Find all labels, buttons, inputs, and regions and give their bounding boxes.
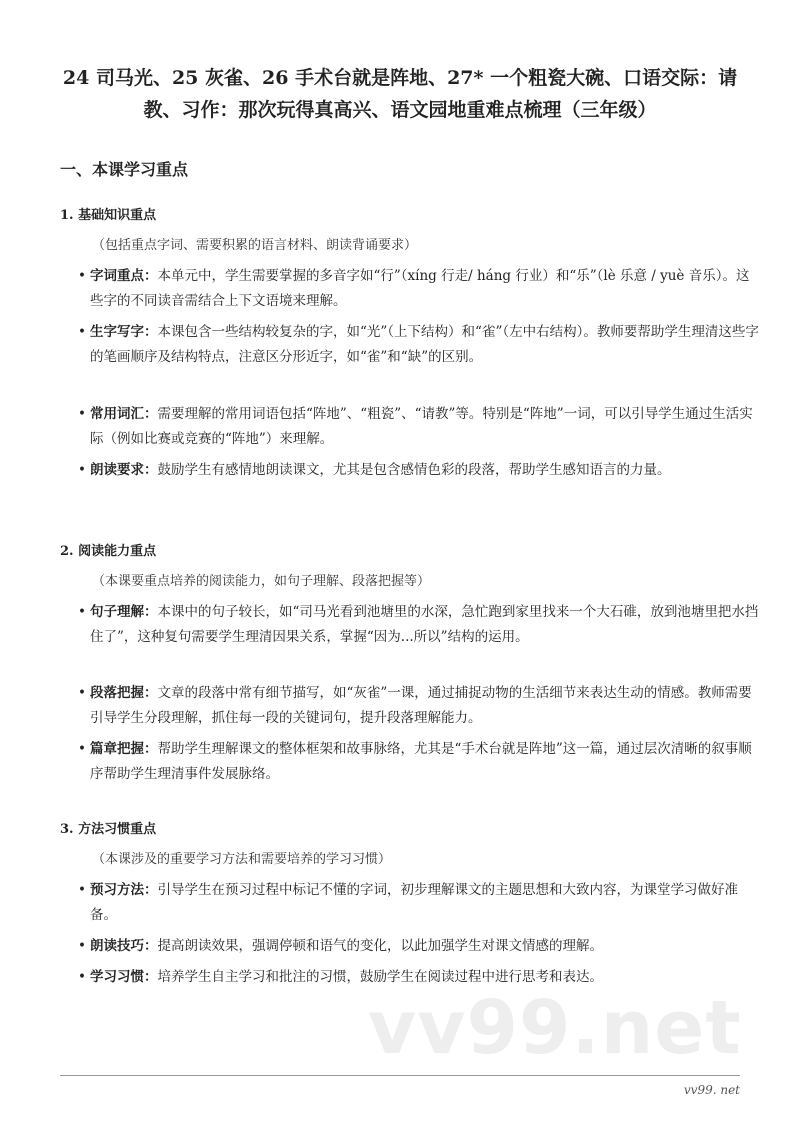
- item-text: 本课包含一些结构较复杂的字，如“光”（上下结构）和“雀”（左中右结构）。教师要帮助学生理清这些字的笔画顺序及结构特点，注意区分形近字，如“雀”和“缺”的区别。: [90, 324, 759, 365]
- item-label: 段落把握：: [90, 685, 158, 701]
- item-label: 预习方法：: [90, 882, 158, 898]
- page-title: 24 司马光、25 灰雀、26 手术台就是阵地、27* 一个粗瓷大碗、口语交际：请教、习作：那次玩得真高兴、语文园地重难点梳理（三年级）: [62, 67, 738, 121]
- item-label: 常用词汇：: [90, 406, 158, 422]
- subsection-note: （本课涉及的重要学习方法和需要培养的学习习惯）: [92, 852, 392, 867]
- list-item: [78, 878, 762, 928]
- list-item: [78, 737, 762, 787]
- item-text: 帮助学生理解课文的整体框架和故事脉络，尤其是“手术台就是阵地”这一篇，通过层次清晰的叙事顺序帮助学生理清事件发展脉络。: [90, 741, 752, 782]
- list-item: [78, 458, 762, 483]
- subsection-heading: 2. 阅读能力重点: [60, 544, 157, 559]
- item-label: 句子理解：: [90, 604, 158, 620]
- subsection-heading: 1. 基础知识重点: [60, 208, 157, 223]
- list-item: [78, 600, 762, 650]
- watermark: vv99.net: [368, 985, 742, 1071]
- item-text: 引导学生在预习过程中标记不懂的字词，初步理解课文的主题思想和大致内容，为课堂学习做好准备。: [90, 882, 738, 923]
- footer-divider: [60, 1075, 740, 1076]
- item-text: 鼓励学生有感情地朗读课文，尤其是包含感情色彩的段落，帮助学生感知语言的力量。: [157, 462, 671, 478]
- item-label: 生字写字：: [90, 324, 158, 340]
- item-text: 需要理解的常用词语包括“阵地”、“粗瓷”、“请教”等。特别是“阵地”一词，可以引导学生通过生活实际（例如比赛或竞赛的“阵地”）来理解。: [90, 406, 753, 447]
- item-text: 本单元中，学生需要掌握的多音字如“行”（xíng 行走/ háng 行业）和“乐”（lè 乐意 / yuè 音乐）。这些字的不同读音需结合上下文语境来理解。: [90, 268, 750, 309]
- item-label: 篇章把握：: [90, 741, 158, 757]
- list-item: [78, 264, 762, 314]
- subsection-note: （本课要重点培养的阅读能力，如句子理解、段落把握等）: [92, 574, 431, 589]
- subsection-note: （包括重点字词、需要积累的语言材料、朗读背诵要求）: [92, 238, 418, 253]
- list-item: [78, 681, 762, 731]
- list-item: [78, 320, 762, 370]
- item-text: 培养学生自主学习和批注的习惯，鼓励学生在阅读过程中进行思考和表达。: [157, 969, 603, 985]
- item-text: 提高朗读效果，强调停顿和语气的变化，以此加强学生对课文情感的理解。: [157, 938, 603, 954]
- item-label: 字词重点：: [90, 268, 158, 284]
- section-heading: 一、本课学习重点: [60, 160, 189, 179]
- list-item: [78, 934, 762, 959]
- item-label: 朗读要求：: [90, 462, 158, 478]
- subsection-heading: 3. 方法习惯重点: [60, 822, 157, 837]
- list-item: [78, 402, 762, 452]
- item-text: 文章的段落中常有细节描写，如“灰雀”一课，通过捕捉动物的生活细节来表达生动的情感。教师需要引导学生分段理解，抓住每一段的关键词句，提升段落理解能力。: [90, 685, 752, 726]
- item-text: 本课中的句子较长，如“司马光看到池塘里的水深，急忙跑到家里找来一个大石碓，放到池塘里把水挡住了”，这种复句需要学生理清因果关系，掌握“因为...所以”结构的运用。: [90, 604, 759, 645]
- item-label: 学习习惯：: [90, 969, 158, 985]
- footer-text: vv99. net: [683, 1083, 740, 1097]
- item-label: 朗读技巧：: [90, 938, 158, 954]
